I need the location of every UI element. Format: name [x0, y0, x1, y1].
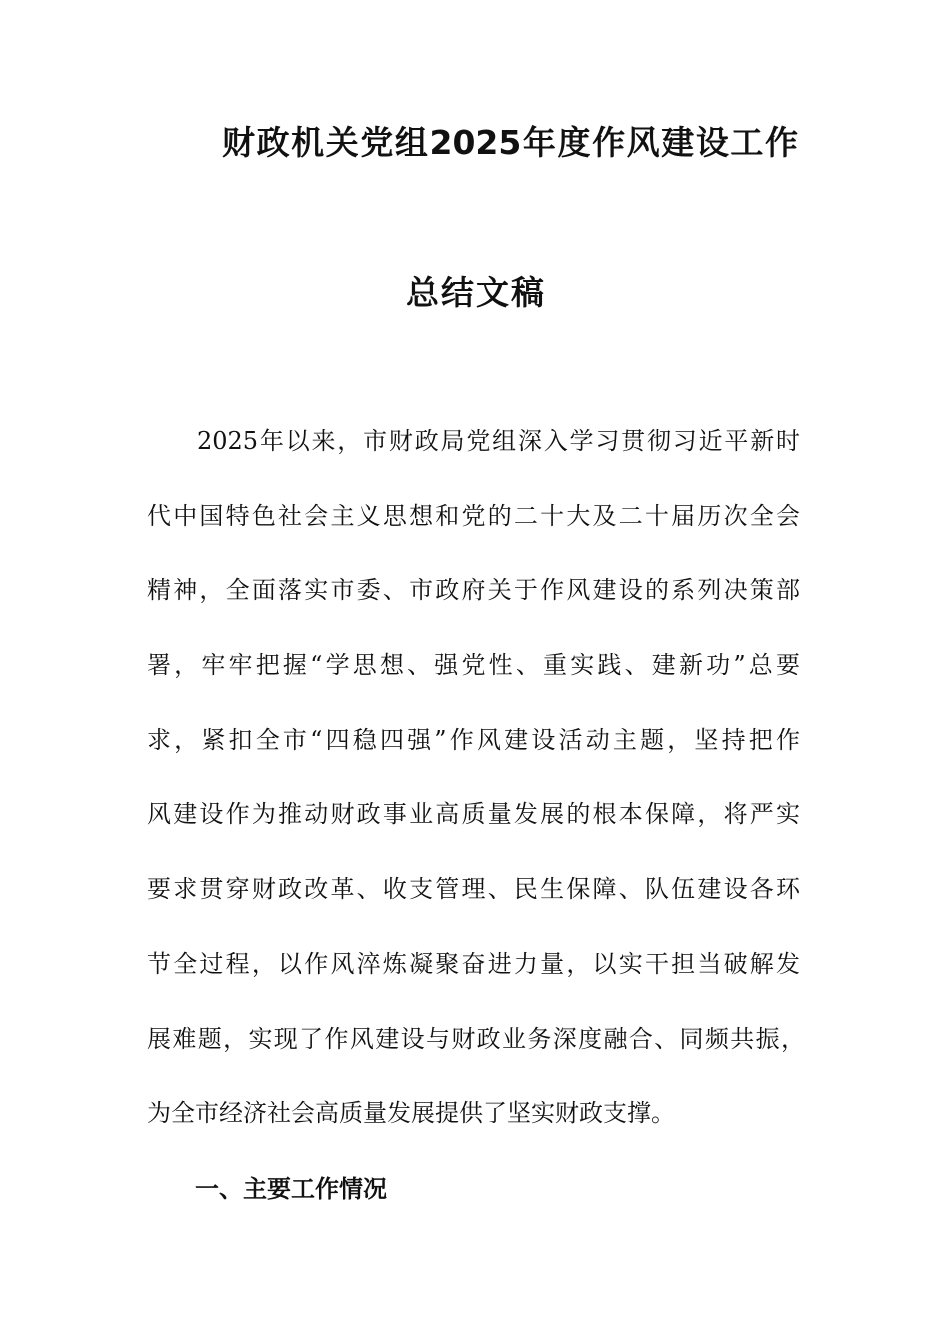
document-title-line-1: 财政机关党组2025年度作风建设工作	[222, 123, 798, 162]
paragraph-line: 要求贯穿财政改革、收支管理、民生保障、队伍建设各环	[147, 875, 800, 903]
document-title-line-2: 总结文稿	[406, 273, 544, 312]
section-heading: 一、主要工作情况	[195, 1175, 387, 1203]
paragraph-line: 2025年以来，市财政局党组深入学习贯彻习近平新时	[197, 427, 800, 455]
paragraph-line: 署，牢牢把握“学思想、强党性、重实践、建新功”总要	[147, 651, 800, 679]
paragraph-line: 为全市经济社会高质量发展提供了坚实财政支撑。	[147, 1099, 675, 1127]
paragraph-line: 风建设作为推动财政事业高质量发展的根本保障，将严实	[147, 800, 800, 828]
paragraph-line: 展难题，实现了作风建设与财政业务深度融合、同频共振，	[147, 1025, 805, 1053]
paragraph-line: 代中国特色社会主义思想和党的二十大及二十届历次全会	[147, 502, 800, 530]
paragraph-line: 精神，全面落实市委、市政府关于作风建设的系列决策部	[147, 576, 800, 604]
paragraph-line: 求，紧扣全市“四稳四强”作风建设活动主题，坚持把作	[147, 726, 800, 754]
paragraph-line: 节全过程，以作风淬炼凝聚奋进力量，以实干担当破解发	[147, 950, 800, 978]
